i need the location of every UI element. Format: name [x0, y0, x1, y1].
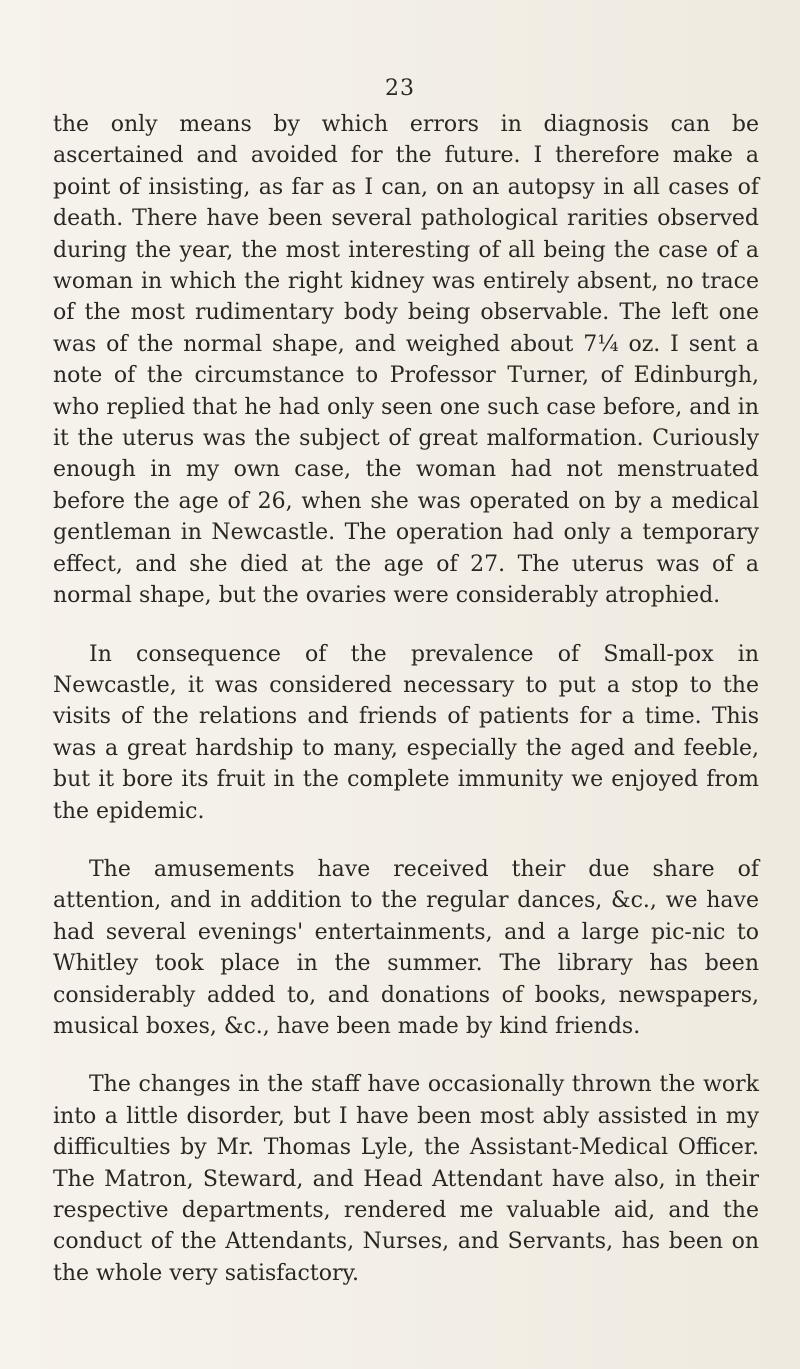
page-number: 23	[385, 76, 415, 101]
paragraph-small-pox: In consequence of the prevalence of Small-pox in Newcastle, it was considered necessary to put a stop to the visits of the relations and friends of patients for a time. This was a great hardship to many, especially the aged and feeble, but it bore its fruit in the complete immunity we enjoyed from the epidemic.	[53, 641, 759, 824]
paragraph-staff-changes: The changes in the staff have occasionally thrown the work into a little disorder, but I have been most ably assisted in my difficulties by Mr. Thomas Lyle, the Assistant-Medical Officer. The Matron, Steward, and Head Attendant have also, in their respective departments, rendered me valuable aid, and the conduct of the Attendants, Nurses, and Servants, has been on the whole very satisfactory.	[53, 1072, 759, 1286]
body-text	[53, 109, 759, 1289]
paragraph-amusements: The amusements have received their due share of attention, and in addition to the regular dances, &c., we have had several evenings' entertainments, and a large pic-nic to Whitley took place in the summer. The library has been considerably added to, and donations of books, newspapers, musical boxes, &c., have been made by kind friends.	[53, 856, 759, 1039]
paragraph-autopsy-findings: the only means by which errors in diagnosis can be ascertained and avoided for the future. I therefore make a point of insisting, as far as I can, on an autopsy in all cases of death. There have been several pathological rarities observed during the year, the most interesting of all being the case of a woman in which the right kidney was entirely absent, no trace of the most rudimentary body being observable. The left one was of the normal shape, and weighed about 7¼ oz. I sent a note of the circumstance to Professor Turner, of Edinburgh, who replied that he had only seen one such case before, and in it the uterus was the subject of great malformation. Curiously enough in my own case, the woman had not menstruated before the age of 26, when she was operated on by a medical gentleman in Newcastle. The operation had only a temporary effect, and she died at the age of 27. The uterus was of a normal shape, but the ovaries were considerably atrophied.	[53, 112, 759, 609]
